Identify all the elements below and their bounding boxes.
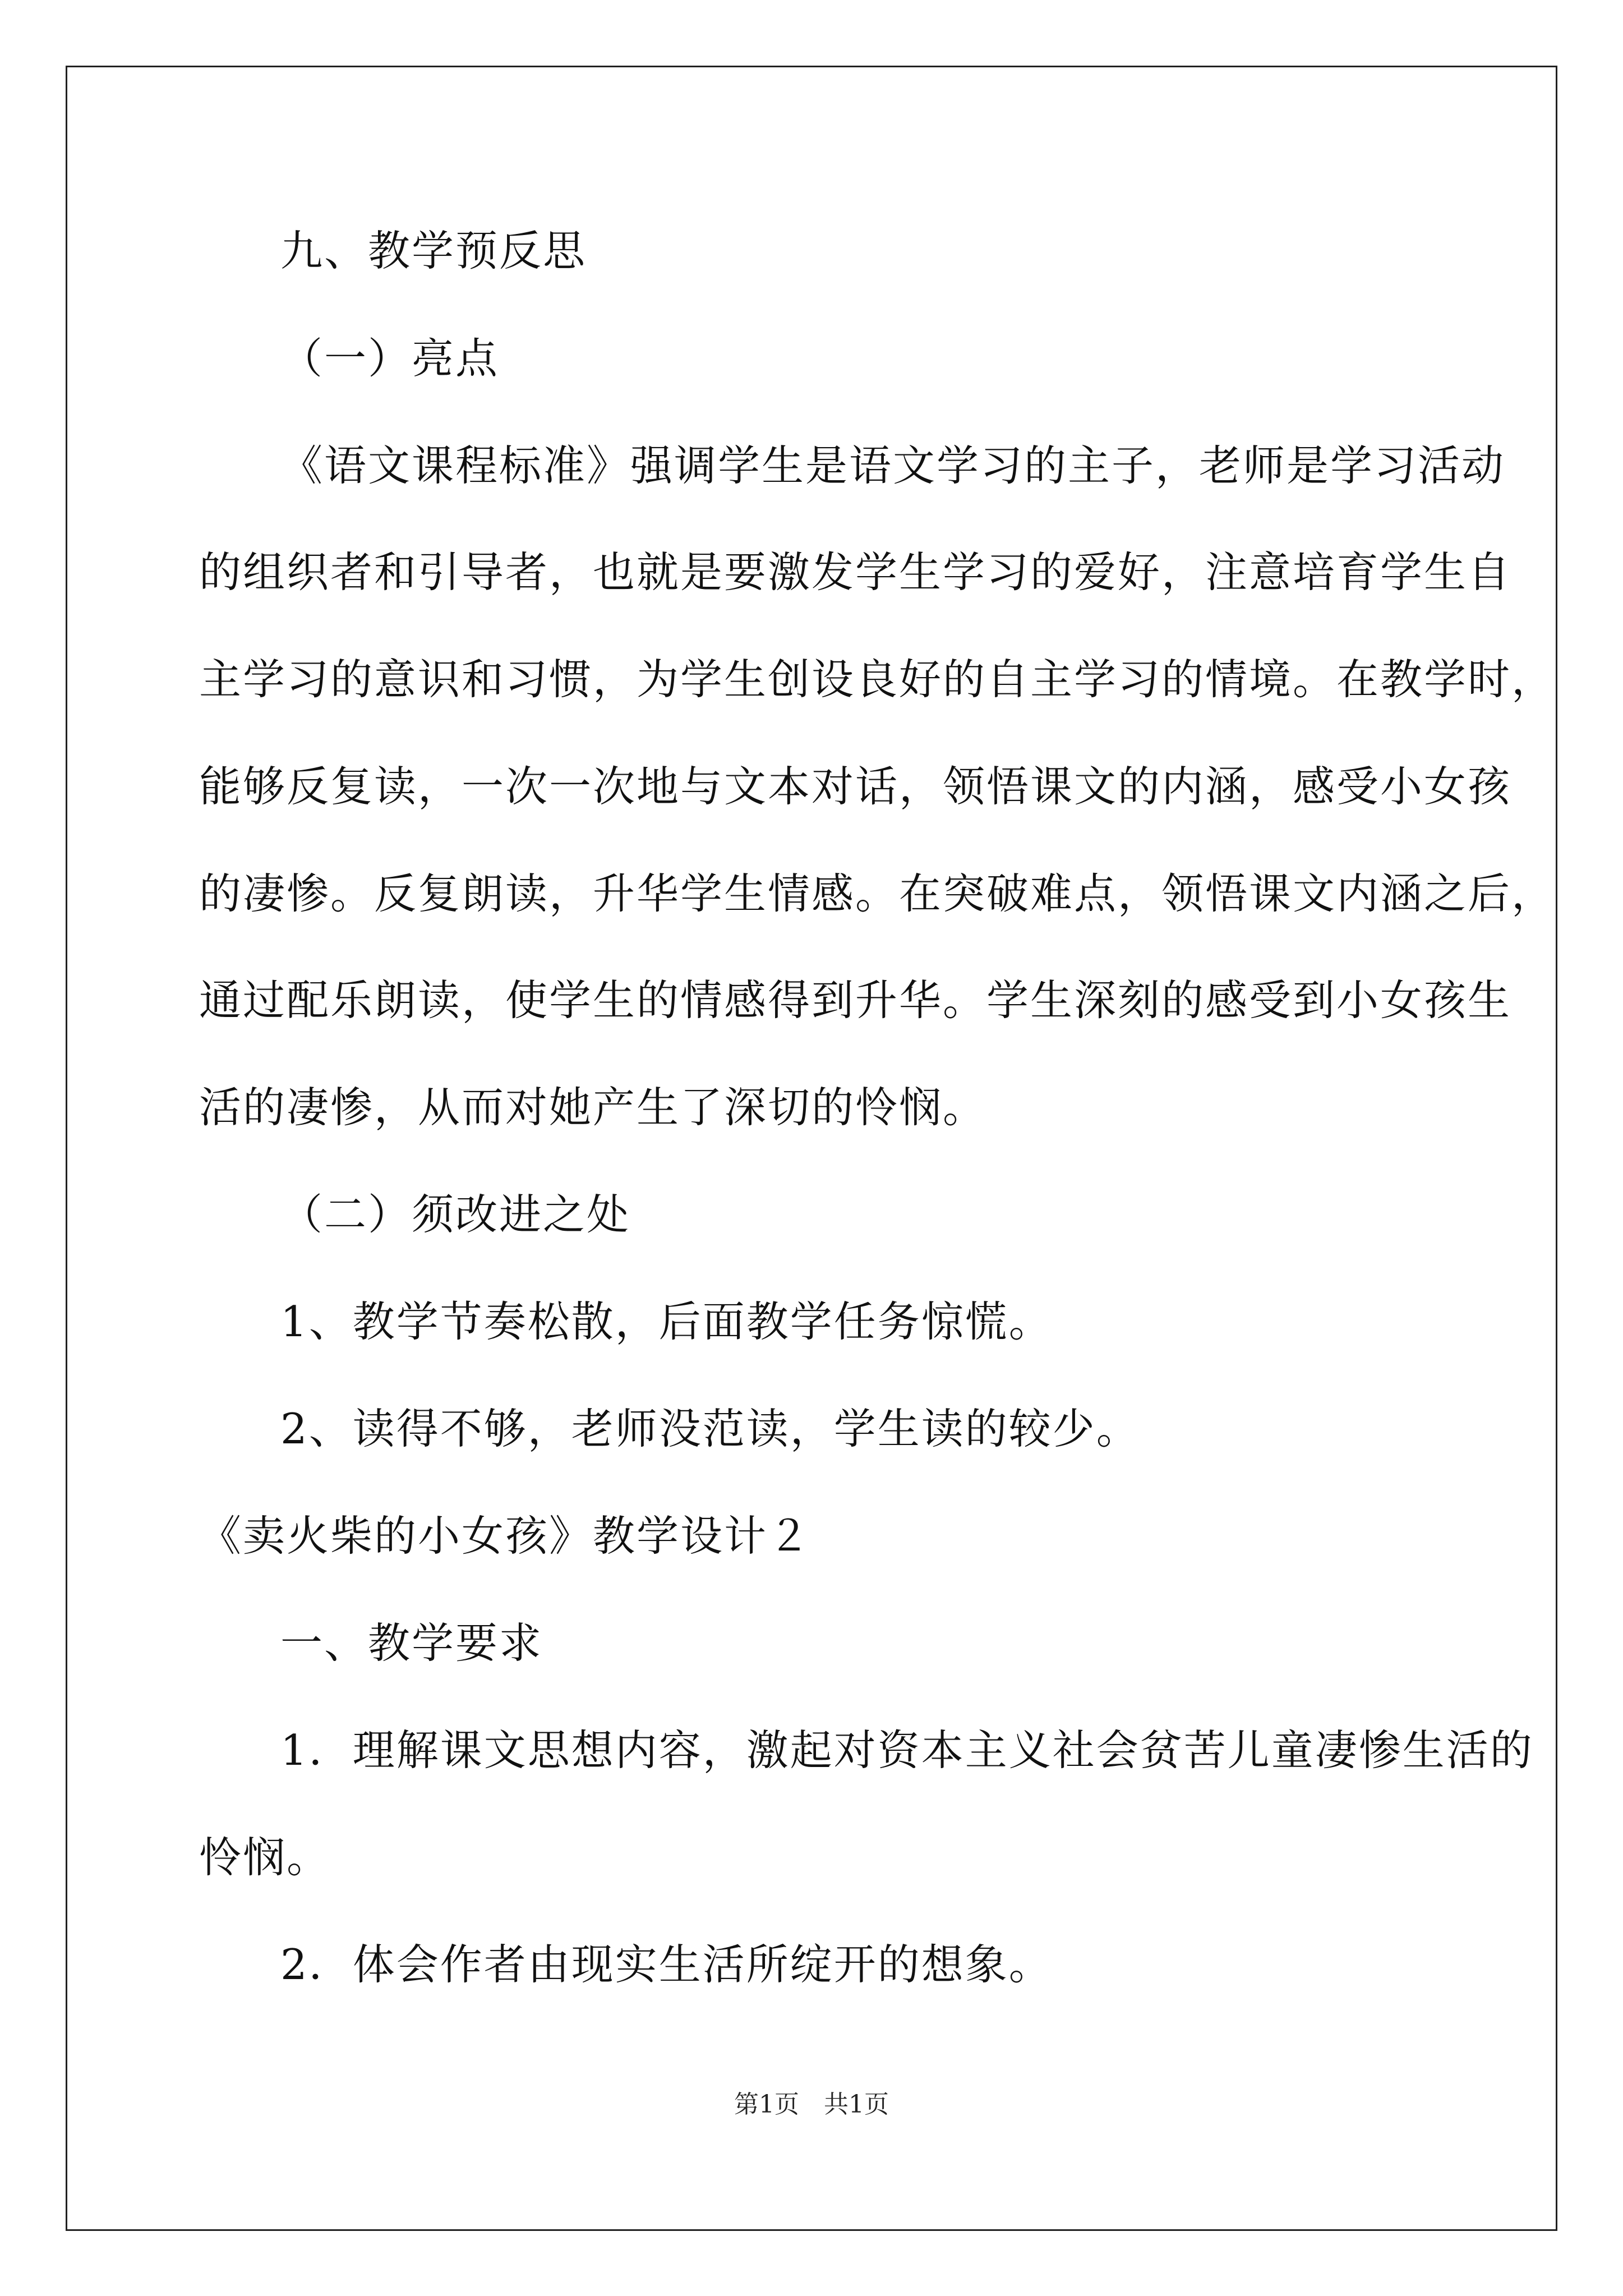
paragraph-line: 通过配乐朗读，使学生的情感得到升华。学生深刻的感受到小女孩生 — [199, 976, 1512, 1025]
paragraph-line: 活的凄惨，从而对她产生了深切的怜悯。 — [199, 1083, 987, 1132]
subsection-heading: （一）亮点 — [280, 334, 500, 383]
paragraph-line: 的组织者和引导者，也就是要激发学生学习的爱好，注意培育学生自 — [199, 547, 1512, 597]
list-item: 2．体会作者由现实生活所绽开的想象。 — [280, 1940, 1053, 1989]
paragraph-line: 的凄惨。反复朗读，升华学生情感。在突破难点，领悟课文内涵之后， — [199, 869, 1556, 918]
section-heading: 一、教学要求 — [280, 1618, 543, 1668]
paragraph-line: 能够反复读，一次一次地与文本对话，领悟课文的内涵，感受小女孩 — [199, 762, 1512, 811]
list-item: 2、读得不够，老师没范读，学生读的较少。 — [280, 1404, 1140, 1453]
paragraph-line: 怜悯。 — [199, 1833, 331, 1882]
section-heading: 九、教学预反思 — [280, 226, 587, 275]
list-item: 1、教学节奏松散，后面教学任务惊慌。 — [280, 1297, 1053, 1346]
document-title: 《卖火柴的小女孩》教学设计２ — [199, 1511, 812, 1561]
list-item: 1．理解课文思想内容，激起对资本主义社会贫苦儿童凄惨生活的 — [280, 1726, 1534, 1775]
page-border — [66, 66, 1557, 2231]
page-number: 第1页 共1页 — [734, 2090, 889, 2119]
paragraph-line: 主学习的意识和习惯，为学生创设良好的自主学习的情境。在教学时， — [199, 655, 1556, 704]
subsection-heading: （二）须改进之处 — [280, 1190, 631, 1239]
paragraph-line: 《语文课程标准》强调学生是语文学习的主子，老师是学习活动 — [280, 441, 1506, 490]
